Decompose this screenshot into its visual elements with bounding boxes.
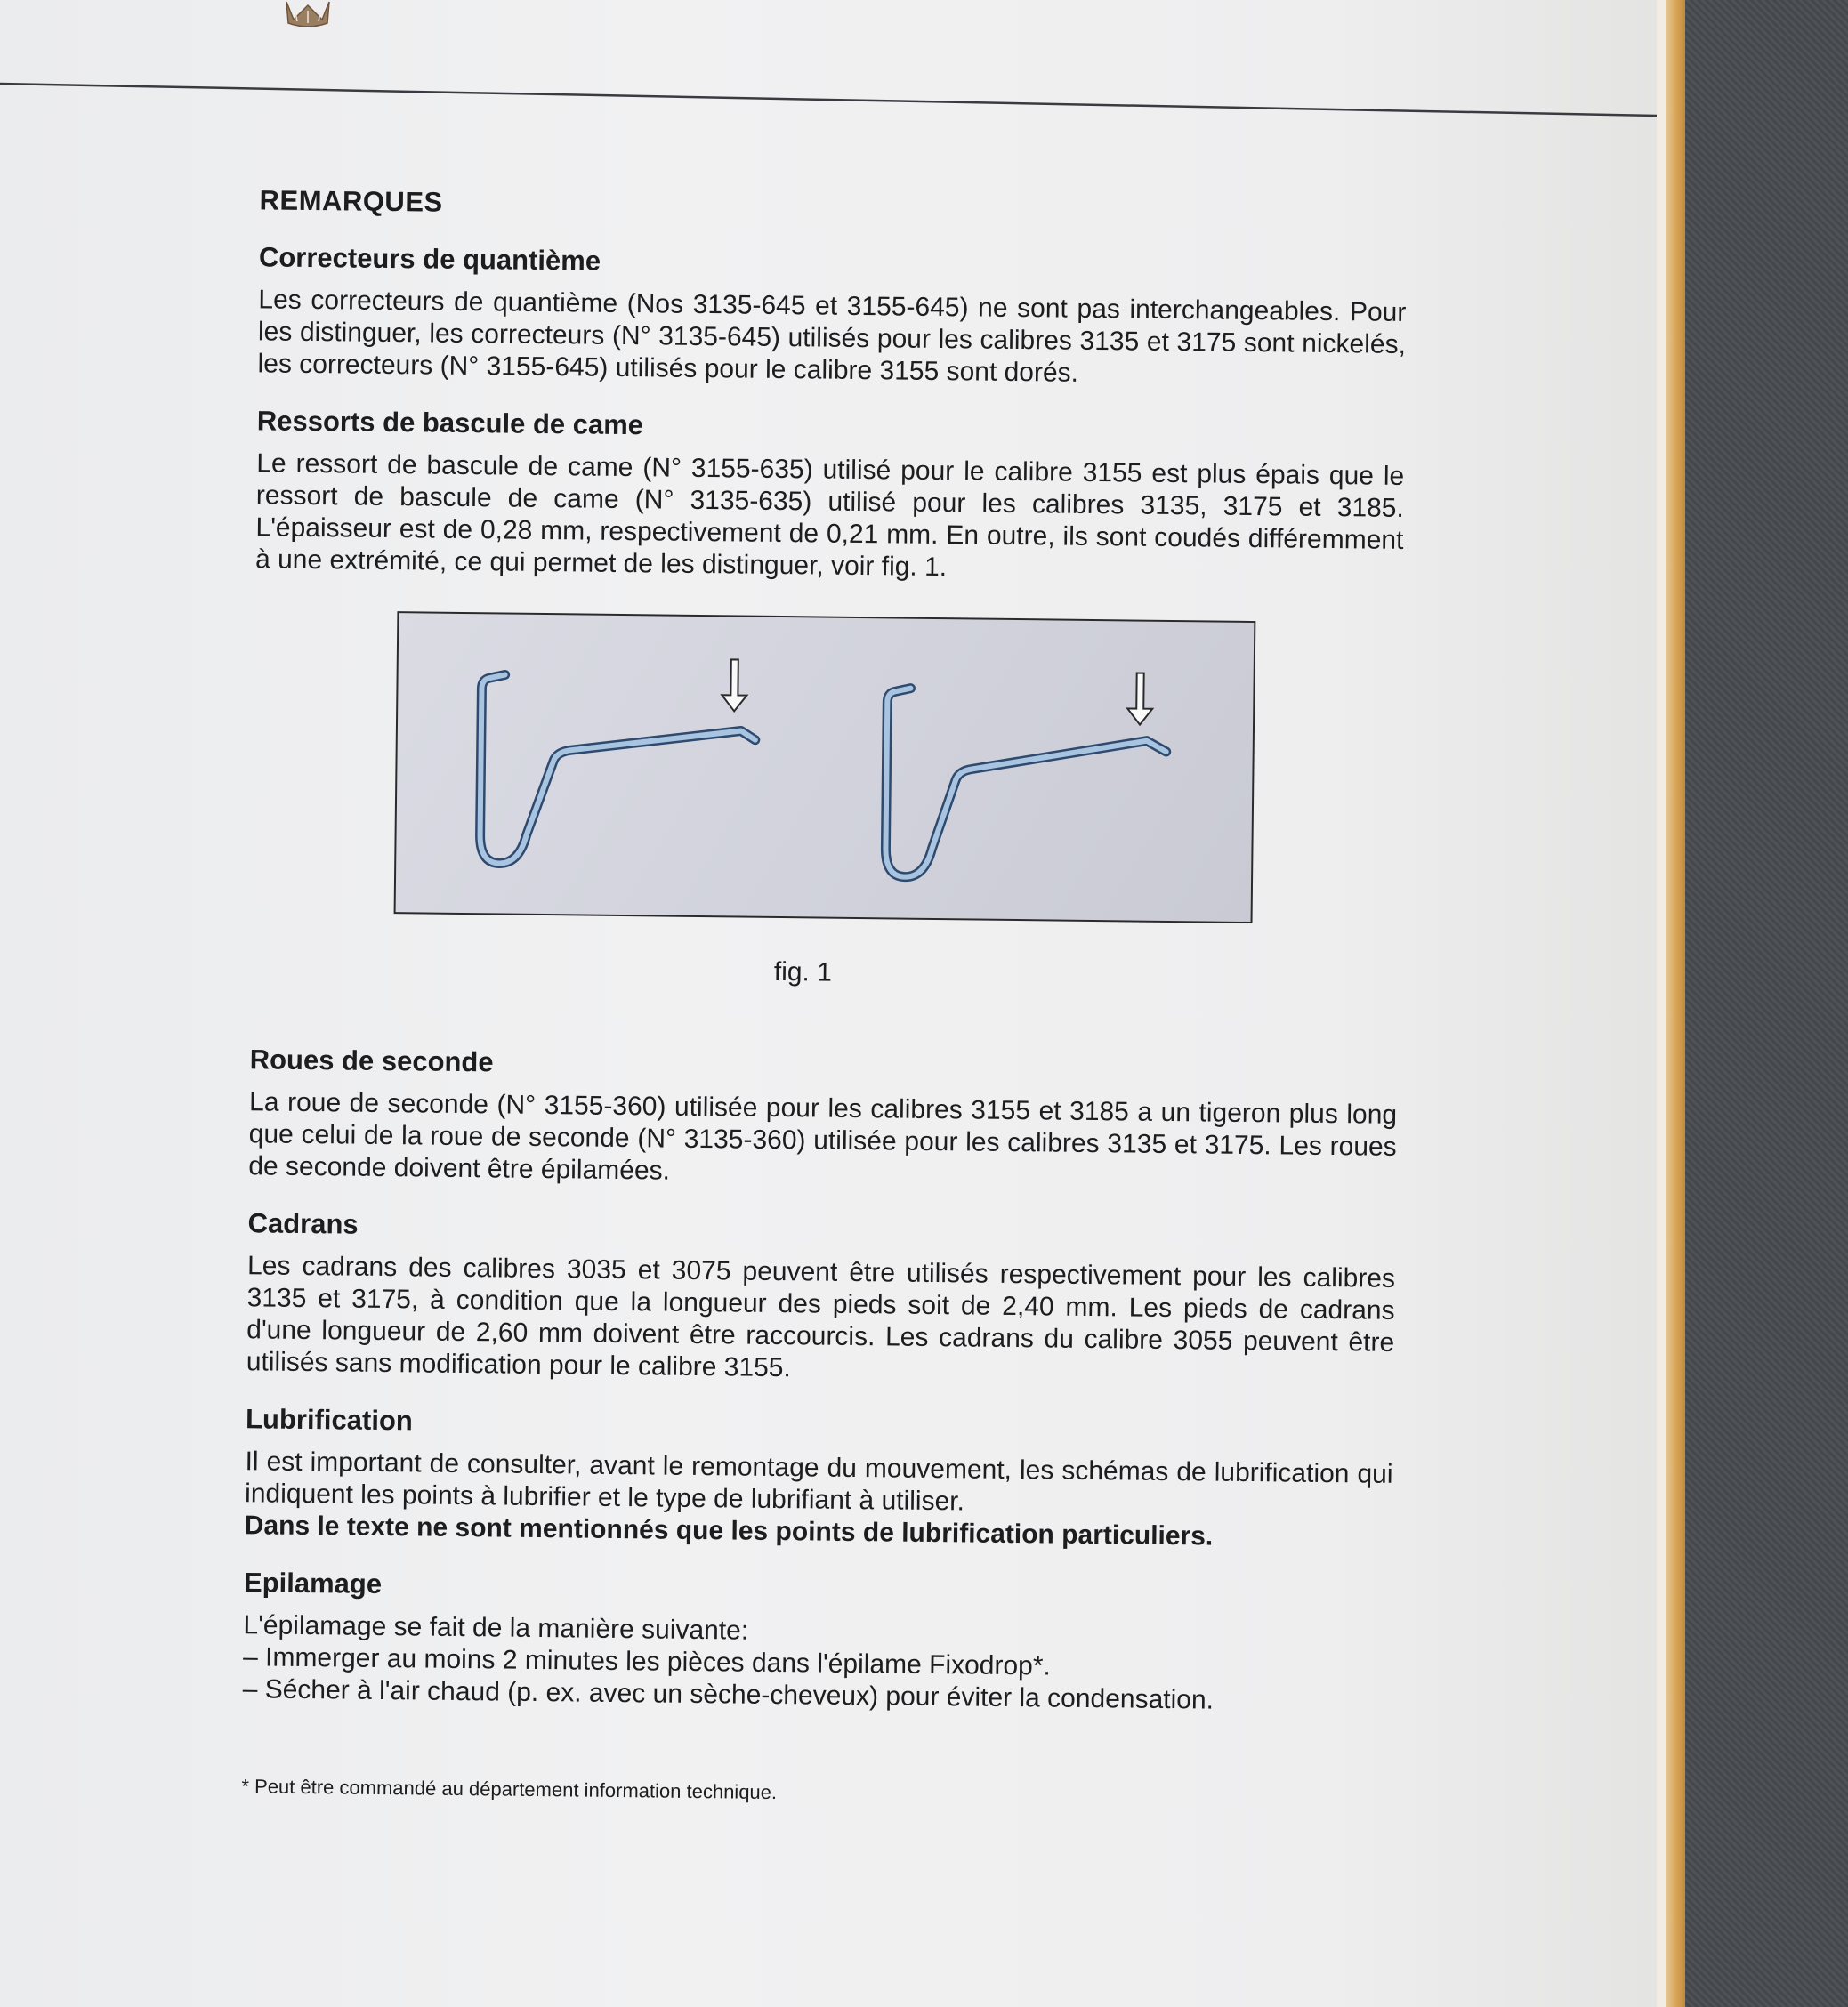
section-heading-epilamage: Epilamage: [243, 1567, 383, 1600]
section-text-lubrication: Il est important de consulter, avant le remontage du mouvement, les schémas de lubrification qui indiquent les points à lubrifier et le type de lubrifiant à utiliser.: [244, 1447, 1393, 1517]
section-heading-second-wheels: Roues de seconde: [249, 1044, 494, 1078]
section-text-cam-springs: Le ressort de bascule de came (N° 3155-635) utilisé pour le calibre 3155 est plus épais que le ressort de bascule de came (N° 3135-635) utilisé pour les calibres 3135, 3175 et 3185. L'épaisseur est de 0,28 mm, respectivement de 0,21 mm. En outre, ils sont coudés différemment à une extrémité, ce qui permet de les distinguer, voir fig. 1.: [254, 448, 1405, 583]
document-content: [214, 173, 1430, 1811]
spring-illustration: [394, 611, 1256, 923]
arrow-down-icon: [1127, 673, 1153, 724]
section-heading-lubrication: Lubrification: [245, 1403, 414, 1437]
remarks-title: REMARQUES: [259, 184, 443, 218]
footnote: * Peut être commandé au département information technique.: [241, 1775, 778, 1804]
figure-caption: fig. 1: [773, 956, 833, 987]
section-text-dials: Les cadrans des calibres 3035 et 3075 peuvent être utilisés respectivement pour les calibres 3135 et 3175, à condition que la longueur des pieds soit de 2,40 mm. Les pieds de cadrans d'une longueur de 2,60 mm doivent être raccourcis. Les cadrans du calibre 3055 peuvent être utilisés sans modification pour le calibre 3155.: [246, 1251, 1396, 1383]
epilamage-step: – Immerger au moins 2 minutes les pièces dans l'épilame Fixodrop*.: [242, 1642, 1052, 1681]
epilamage-step: – Sécher à l'air chaud (p. ex. avec un sèche-cheveux) pour éviter la condensation.: [242, 1674, 1215, 1715]
header-rule: [0, 82, 1657, 117]
section-text-date-correctors: Les correcteurs de quantième (Nos 3135-645 et 3155-645) ne sont pas interchangeables. Pour les distinguer, les correcteurs (N° 3135-645) utilisés pour les calibres 3135 et 3175 sont nickelés, les correcteurs (N° 3155-645) utilisés pour le calibre 3155 sont dorés.: [257, 285, 1407, 388]
crown-icon: [283, 0, 333, 27]
arrow-down-icon: [722, 659, 747, 711]
section-heading-dials: Cadrans: [247, 1207, 359, 1240]
figure-1: [394, 611, 1256, 923]
section-text-second-wheels: La roue de seconde (N° 3155-360) utilisée pour les calibres 3155 et 3185 a un tigeron plus long que celui de la roue de seconde (N° 3135-360) utilisée pour les calibres 3135 et 3175. Les roues de seconde doivent être épilamées.: [248, 1087, 1398, 1186]
section-heading-cam-springs: Ressorts de bascule de came: [256, 405, 644, 441]
spring-left: [480, 674, 755, 866]
spring-right: [885, 688, 1166, 880]
section-text-lubrication-bold: Dans le texte ne sont mentionnés que les points de lubrification particuliers.: [244, 1511, 1214, 1552]
desk-background: [1673, 0, 1848, 2007]
section-heading-date-correctors: Correcteurs de quantième: [258, 241, 601, 277]
epilamage-intro: L'épilamage se fait de la manière suivante:: [243, 1610, 749, 1646]
